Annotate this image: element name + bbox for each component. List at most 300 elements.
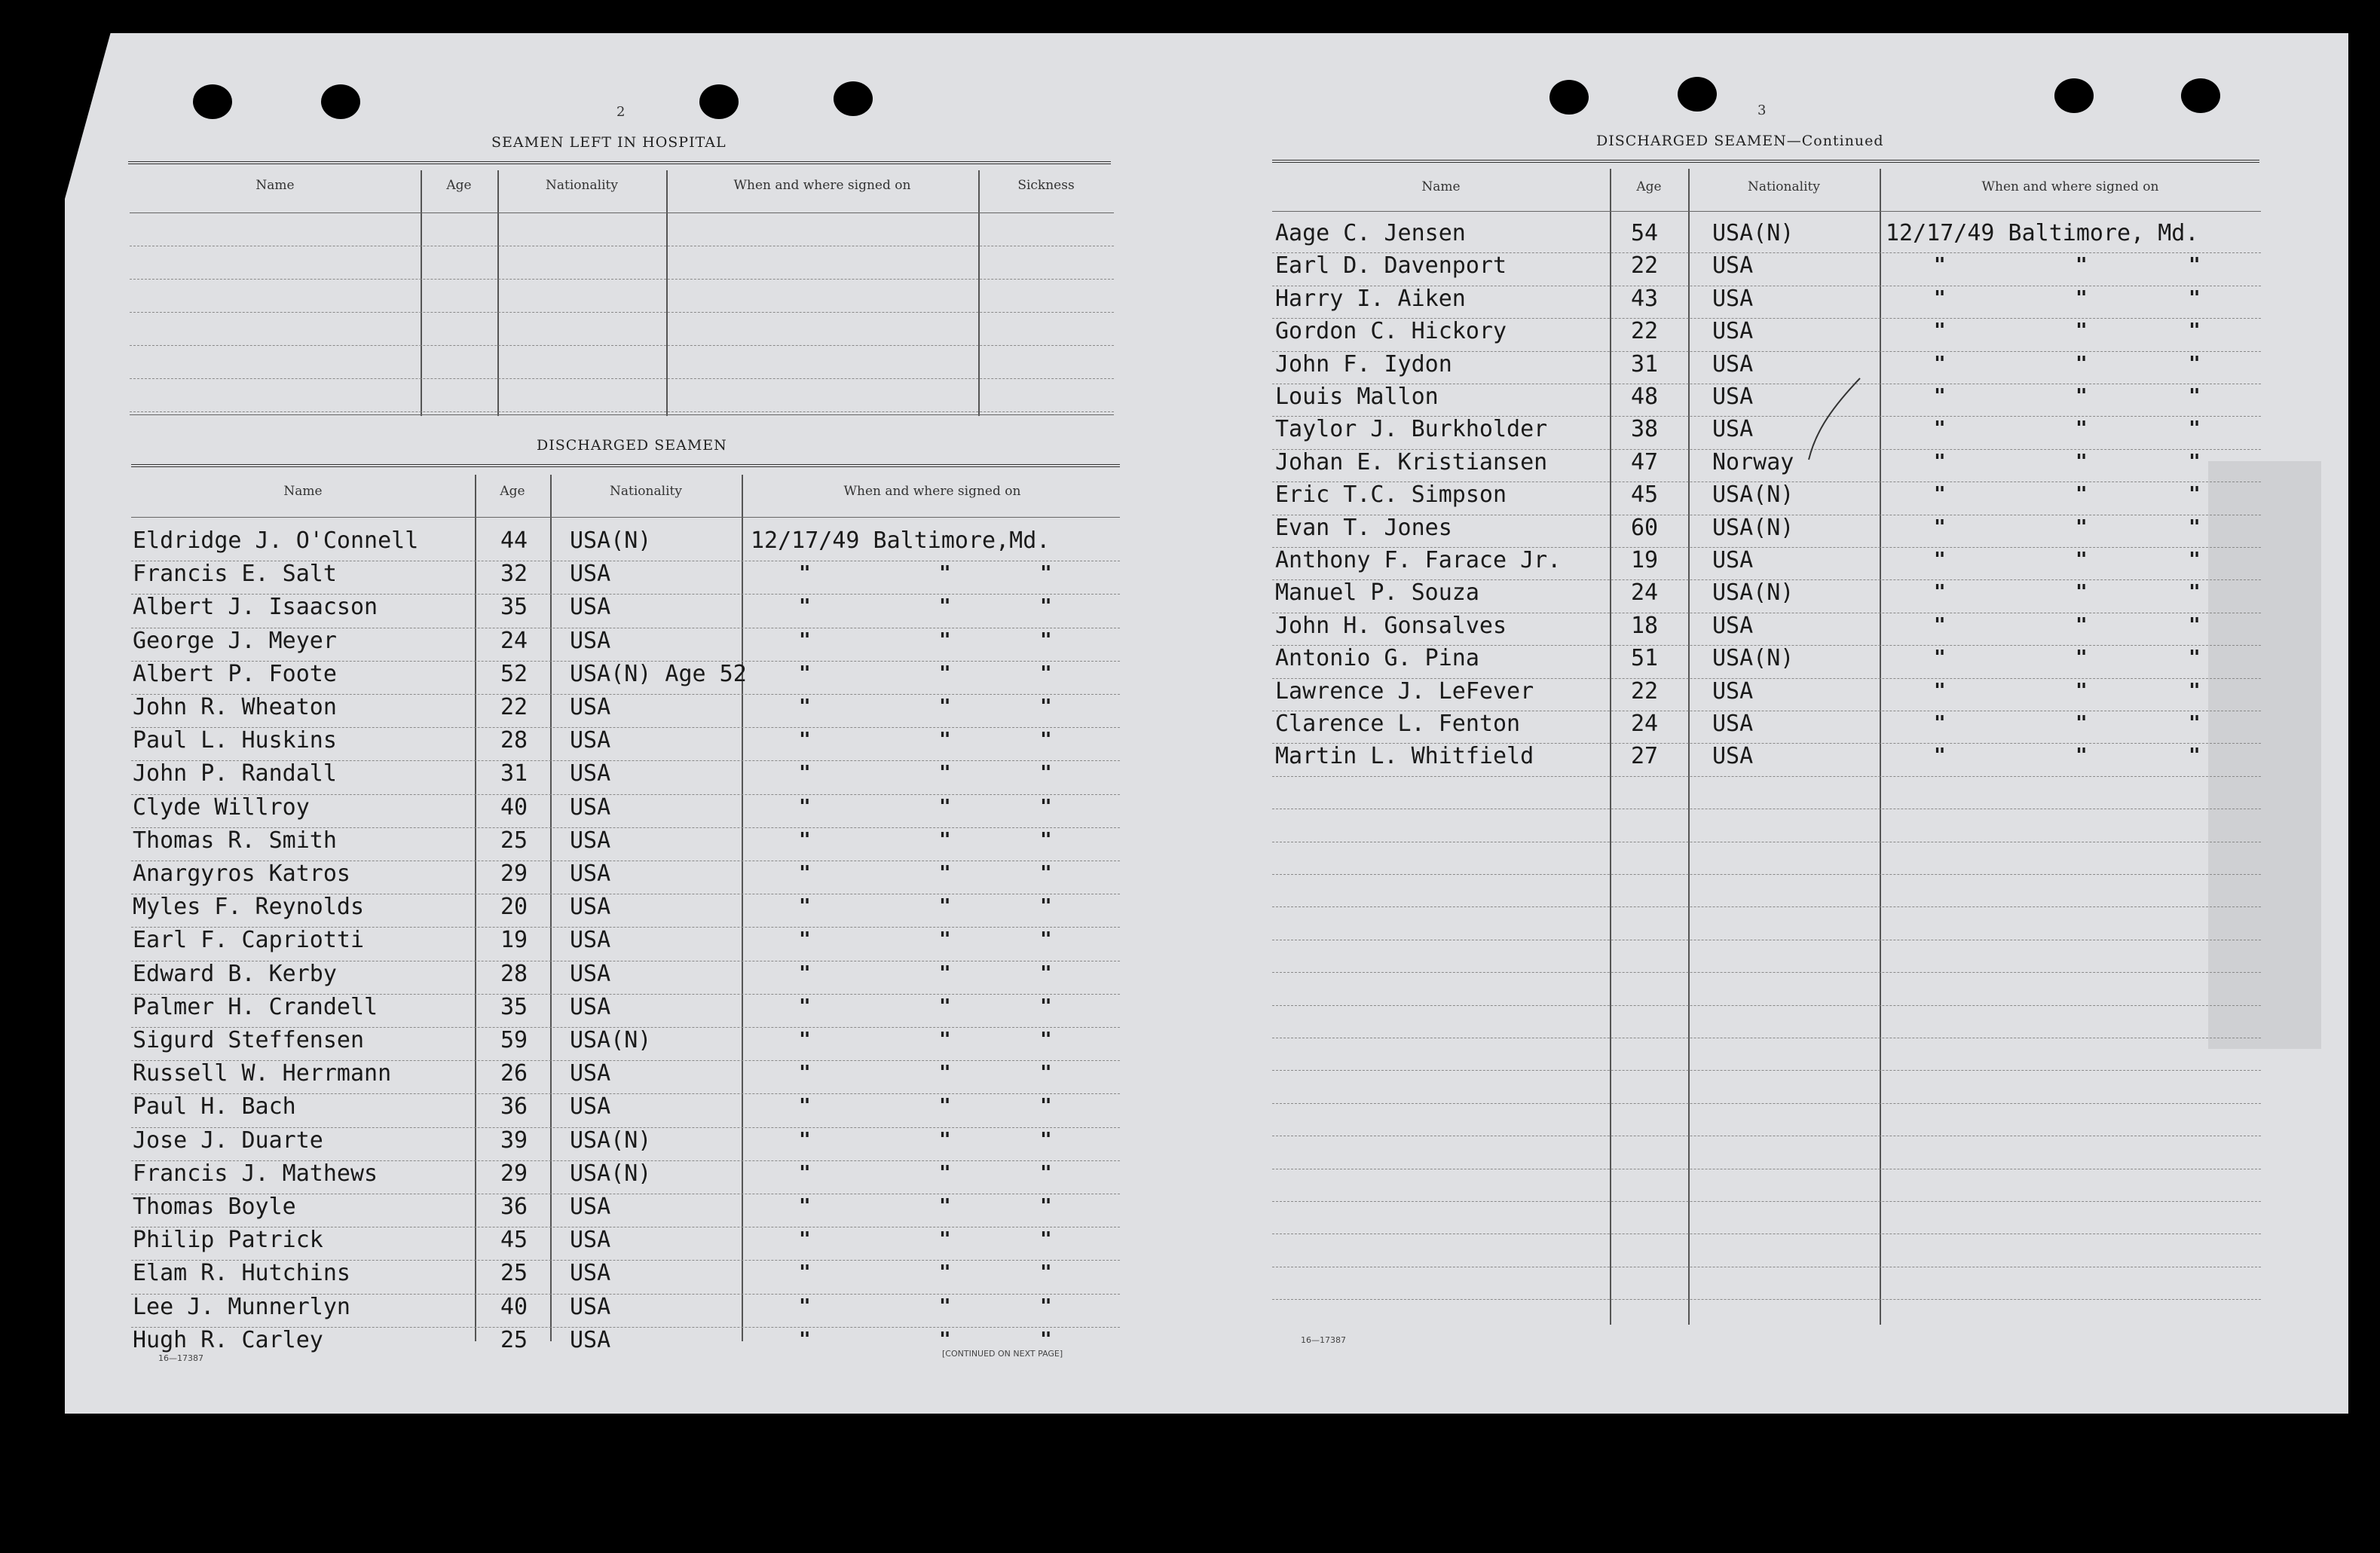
seaman-age: 51 [1631,645,1659,671]
seaman-age: 52 [500,661,528,687]
seaman-name: Evan T. Jones [1275,515,1452,541]
seaman-nationality: USA [1712,286,1754,312]
seaman-row [0,678,2380,708]
ditto-mark: " [1934,483,1946,506]
ditto-mark: " [939,729,951,751]
seaman-nationality: USA [570,1227,611,1253]
ditto-mark: " [2076,483,2088,506]
ditto-mark: " [1934,254,1946,277]
ditto-mark: " [939,1162,951,1185]
seaman-name: Elam R. Hutchins [133,1260,350,1286]
ditto-mark: " [2189,581,2201,604]
seaman-nationality: USA(N) [570,1127,652,1154]
seaman-name: John F. Iydon [1275,351,1452,378]
page-number-right: 3 [1757,102,1767,118]
seaman-age: 45 [500,1227,528,1253]
ditto-mark: " [939,962,951,985]
ditto-mark: " [2076,254,2088,277]
seaman-age: 59 [500,1027,528,1053]
seaman-nationality: USA [1712,547,1754,573]
ditto-mark: " [1934,319,1946,342]
seaman-age: 29 [500,861,528,887]
ditto-mark: " [1040,1129,1052,1151]
ditto-mark: " [1040,729,1052,751]
ditto-mark: " [1934,451,1946,473]
ditto-mark: " [1040,796,1052,818]
seaman-age: 60 [1631,515,1659,541]
ditto-mark: " [2189,680,2201,702]
ditto-mark: " [2189,712,2201,735]
seaman-nationality: USA [570,727,611,754]
ditto-mark: " [2189,353,2201,375]
ditto-mark: " [939,1062,951,1084]
hospital-bottom-rule [130,414,1114,415]
ditto-mark: " [939,595,951,618]
ditto-mark: " [799,1062,811,1084]
seaman-name: Paul L. Huskins [133,727,337,754]
ditto-mark: " [1040,1162,1052,1185]
seaman-age: 25 [500,827,528,854]
seaman-age: 26 [500,1060,528,1087]
seaman-row [0,449,2380,479]
seaman-age: 22 [1631,678,1659,705]
seaman-nationality: USA [570,1060,611,1087]
seaman-age: 24 [1631,711,1659,737]
ditto-mark: " [799,729,811,751]
table-header-cell: When and where signed on [1981,179,2159,194]
seaman-nationality: USA(N) [1712,645,1794,671]
seaman-nationality: USA [570,994,611,1020]
ditto-mark: " [1040,862,1052,885]
seaman-row [0,220,2380,250]
seaman-age: 31 [1631,351,1659,378]
seaman-row [0,1227,2380,1257]
ditto-mark: " [2076,417,2088,440]
seaman-age: 35 [500,994,528,1020]
seaman-nationality: USA [570,628,611,654]
seaman-name: Gordon C. Hickory [1275,318,1507,344]
seaman-name: Francis E. Salt [133,561,337,587]
ditto-mark: " [799,1328,811,1351]
seaman-name: John P. Randall [133,760,337,787]
ditto-mark: " [1934,353,1946,375]
seaman-row [0,1093,2380,1123]
seaman-age: 43 [1631,286,1659,312]
seaman-nationality: USA [570,1194,611,1220]
seaman-nationality: USA [1712,743,1754,769]
seaman-name: Albert J. Isaacson [133,594,378,620]
seaman-row [0,351,2380,381]
ditto-mark: " [939,695,951,718]
check-mark [1804,375,1865,466]
seaman-name: Myles F. Reynolds [133,894,365,920]
ditto-mark: " [1040,962,1052,985]
punch-hole [1678,77,1717,112]
punch-hole [1549,80,1589,115]
table-row-rule [1272,972,2261,973]
seaman-age: 20 [500,894,528,920]
ditto-mark: " [939,995,951,1018]
ditto-mark: " [939,562,951,585]
seaman-name: Anthony F. Farace Jr. [1275,547,1562,573]
seaman-name: Paul H. Bach [133,1093,296,1120]
seaman-name: Earl F. Capriotti [133,927,365,953]
table-header-rule [1272,211,2261,212]
ditto-mark: " [1040,1261,1052,1284]
seaman-nationality: USA(N) Age 52 [570,661,747,687]
table-row-rule [1272,1103,2261,1104]
table-row-rule [1272,1201,2261,1202]
ditto-mark: " [2189,385,2201,408]
ditto-mark: " [1040,1195,1052,1218]
ditto-mark: " [799,695,811,718]
seaman-name: Thomas Boyle [133,1194,296,1220]
form-number-left: 16—17387 [158,1353,203,1363]
ditto-mark: " [799,829,811,851]
seaman-nationality: Norway [1712,449,1794,475]
seaman-row [0,416,2380,446]
ditto-mark: " [2189,614,2201,637]
seaman-age: 28 [500,727,528,754]
ditto-mark: " [1934,516,1946,539]
seaman-age: 22 [1631,252,1659,279]
seaman-row [0,894,2380,924]
seaman-row [0,961,2380,991]
ditto-mark: " [2076,614,2088,637]
ditto-mark: " [1040,695,1052,718]
table-row-rule [1272,906,2261,907]
seaman-name: Clarence L. Fenton [1275,711,1521,737]
ditto-mark: " [939,1129,951,1151]
hospital-section-title: SEAMEN LEFT IN HOSPITAL [491,134,727,151]
ditto-mark: " [2076,581,2088,604]
ditto-mark: " [799,1195,811,1218]
seaman-nationality: USA [1712,252,1754,279]
seaman-nationality: USA [570,894,611,920]
ditto-mark: " [1934,614,1946,637]
ditto-mark: " [1040,928,1052,951]
ditto-mark: " [799,862,811,885]
seaman-age: 19 [500,927,528,953]
seaman-age: 25 [500,1260,528,1286]
seaman-nationality: USA [570,694,611,720]
seaman-nationality: USA [1712,351,1754,378]
seaman-nationality: USA [1712,318,1754,344]
ditto-mark: " [2076,647,2088,669]
seaman-nationality: USA [570,961,611,987]
seaman-nationality: USA [570,927,611,953]
ditto-mark: " [939,1228,951,1251]
ditto-mark: " [939,895,951,918]
seaman-nationality: USA(N) [570,1027,652,1053]
ditto-mark: " [1934,744,1946,767]
seaman-name: Harry I. Aiken [1275,286,1466,312]
seaman-row [0,794,2380,824]
seaman-name: Albert P. Foote [133,661,337,687]
punch-hole [2181,78,2220,113]
seaman-row [0,645,2380,675]
seaman-age: 48 [1631,384,1659,410]
punch-hole [321,84,360,119]
seaman-age: 28 [500,961,528,987]
ditto-mark: " [2189,254,2201,277]
seaman-name: John H. Gonsalves [1275,613,1507,639]
seaman-row [0,1127,2380,1157]
ditto-mark: " [1934,581,1946,604]
seaman-name: Anargyros Katros [133,861,350,887]
seaman-nationality: USA [1712,711,1754,737]
ditto-mark: " [2076,516,2088,539]
ditto-mark: " [1040,1228,1052,1251]
seaman-nationality: USA [570,561,611,587]
ditto-mark: " [1934,385,1946,408]
continued-note: [CONTINUED ON NEXT PAGE] [942,1349,1063,1359]
punch-hole [193,84,232,119]
seaman-age: 36 [500,1194,528,1220]
seaman-row [0,861,2380,891]
ditto-mark: " [2076,287,2088,310]
table-header-cell: Nationality [610,484,682,499]
seaman-row [0,481,2380,512]
ditto-mark: " [1040,1029,1052,1051]
ditto-mark: " [2076,353,2088,375]
seaman-row [0,286,2380,316]
seaman-nationality: USA [570,760,611,787]
ditto-mark: " [2189,516,2201,539]
seaman-name: Lawrence J. LeFever [1275,678,1534,705]
ditto-mark: " [939,1261,951,1284]
ditto-mark: " [1040,562,1052,585]
seaman-nationality: USA [570,594,611,620]
table-row-rule [1272,776,2261,777]
ditto-mark: " [939,829,951,851]
ditto-mark: " [1934,417,1946,440]
seaman-age: 24 [500,628,528,654]
seaman-row [0,318,2380,348]
seaman-name: Eldridge J. O'Connell [133,527,419,554]
ditto-mark: " [799,562,811,585]
seaman-name: Aage C. Jensen [1275,220,1466,246]
seaman-age: 22 [1631,318,1659,344]
hospital-header-cell: Age [446,178,472,193]
table-header-cell: Name [283,484,323,499]
ditto-mark: " [1040,762,1052,784]
table-row-rule [1272,1299,2261,1300]
hospital-header-cell: Sickness [1017,178,1075,193]
ditto-mark: " [1040,1328,1052,1351]
seaman-age: 25 [500,1327,528,1353]
form-number-right: 16—17387 [1301,1335,1346,1345]
ditto-mark: " [799,928,811,951]
seaman-row [0,1194,2380,1224]
ditto-mark: " [2076,744,2088,767]
seaman-name: Palmer H. Crandell [133,994,378,1020]
seaman-nationality: USA [1712,384,1754,410]
seaman-nationality: USA(N) [1712,579,1794,606]
seaman-nationality: USA [1712,678,1754,705]
hospital-header-cell: When and where signed on [733,178,911,193]
ditto-mark: " [1040,1062,1052,1084]
ditto-mark: " [2076,319,2088,342]
seaman-nationality: USA [1712,613,1754,639]
seaman-name: Earl D. Davenport [1275,252,1507,279]
seaman-age: 19 [1631,547,1659,573]
ditto-mark: " [1040,1295,1052,1318]
punch-hole [834,81,873,116]
discharged-continued-title: DISCHARGED SEAMEN—Continued [1596,133,1884,149]
ditto-mark: " [799,629,811,652]
seaman-nationality: USA(N) [1712,515,1794,541]
seaman-name: Edward B. Kerby [133,961,337,987]
seaman-age: 22 [500,694,528,720]
seaman-age: 24 [1631,579,1659,606]
seaman-age: 36 [500,1093,528,1120]
ditto-mark: " [799,1095,811,1117]
seaman-row [0,743,2380,773]
seaman-age: 45 [1631,481,1659,508]
ditto-mark: " [799,962,811,985]
seaman-nationality: USA [1712,416,1754,442]
seaman-age: 18 [1631,613,1659,639]
seaman-name: Russell W. Herrmann [133,1060,392,1087]
ditto-mark: " [2189,417,2201,440]
ditto-mark: " [1934,287,1946,310]
ditto-mark: " [1040,662,1052,685]
ditto-mark: " [2189,549,2201,571]
ditto-mark: " [2076,385,2088,408]
ditto-mark: " [2076,549,2088,571]
seaman-name: Jose J. Duarte [133,1127,323,1154]
ditto-mark: " [939,928,951,951]
seaman-name: George J. Meyer [133,628,337,654]
punch-hole [699,84,739,119]
seaman-nationality: USA [570,794,611,821]
right-top-rule [1272,160,2259,163]
seaman-age: 31 [500,760,528,787]
seaman-row [0,252,2380,283]
ditto-mark: " [799,995,811,1018]
punch-hole [2054,78,2094,113]
hospital-header-cell: Nationality [546,178,618,193]
seaman-name: Lee J. Munnerlyn [133,1294,350,1320]
ditto-mark: " [1934,549,1946,571]
ditto-mark: " [799,1029,811,1051]
page-number-left: 2 [616,104,626,120]
seaman-age: 44 [500,527,528,554]
hospital-top-rule [128,161,1111,164]
ditto-mark: " [799,1261,811,1284]
ditto-mark: " [2076,712,2088,735]
seaman-row [0,1060,2380,1090]
seaman-age: 29 [500,1160,528,1187]
table-header-cell: When and where signed on [843,484,1021,499]
seaman-name: Sigurd Steffensen [133,1027,365,1053]
seaman-nationality: USA(N) [1712,481,1794,508]
ditto-mark: " [799,895,811,918]
seaman-name: Manuel P. Souza [1275,579,1479,606]
seaman-row [0,1027,2380,1057]
ditto-mark: " [2189,483,2201,506]
seaman-row [0,994,2380,1024]
seaman-age: 32 [500,561,528,587]
table-row-rule [1272,874,2261,875]
seaman-name: Philip Patrick [133,1227,323,1253]
ditto-mark: " [1040,995,1052,1018]
seaman-row [0,515,2380,545]
ditto-mark: " [799,1129,811,1151]
ditto-mark: " [939,662,951,685]
ditto-mark: " [2189,647,2201,669]
table-header-cell: Nationality [1748,179,1820,194]
ditto-mark: " [939,1029,951,1051]
ditto-mark: " [1040,829,1052,851]
table-header-cell: Age [500,484,525,499]
ditto-mark: " [1040,1095,1052,1117]
seaman-name: John R. Wheaton [133,694,337,720]
seaman-row [0,384,2380,414]
seaman-age: 40 [500,794,528,821]
seaman-nationality: USA(N) [570,1160,652,1187]
ditto-mark: " [1934,712,1946,735]
seaman-nationality: USA [570,1093,611,1120]
seaman-row [0,1294,2380,1324]
seaman-row [0,613,2380,643]
seaman-age: 35 [500,594,528,620]
seaman-name: Hugh R. Carley [133,1327,323,1353]
ditto-mark: " [2189,744,2201,767]
seaman-row [0,1260,2380,1290]
seaman-age: 54 [1631,220,1659,246]
ditto-mark: " [1040,595,1052,618]
ditto-mark: " [799,595,811,618]
ditto-mark: " [799,662,811,685]
ditto-mark: " [1040,629,1052,652]
table-header-cell: Age [1636,179,1662,194]
seaman-row [0,1327,2380,1357]
ditto-mark: " [799,762,811,784]
ditto-mark: " [799,796,811,818]
discharged-section-title: DISCHARGED SEAMEN [537,437,727,454]
ditto-mark: " [799,1162,811,1185]
seaman-age: 40 [500,1294,528,1320]
ditto-mark: " [2076,680,2088,702]
seaman-nationality: USA(N) [1712,220,1794,246]
hospital-header-cell: Name [255,178,295,193]
seaman-row [0,579,2380,610]
seaman-name: Thomas R. Smith [133,827,337,854]
ditto-mark: " [939,1095,951,1117]
seaman-nationality: USA [570,827,611,854]
seaman-age: 39 [500,1127,528,1154]
ditto-mark: " [939,629,951,652]
ditto-mark: " [2189,287,2201,310]
seaman-row [0,827,2380,858]
signed-on-date-place: 12/17/49 Baltimore, Md. [1886,220,2199,246]
table-row-rule [1272,1070,2261,1071]
ditto-mark: " [1934,647,1946,669]
seaman-name: Taylor J. Burkholder [1275,416,1548,442]
seaman-name: Antonio G. Pina [1275,645,1479,671]
ditto-mark: " [799,1295,811,1318]
ditto-mark: " [799,1228,811,1251]
ditto-mark: " [1040,895,1052,918]
seaman-name: Johan E. Kristiansen [1275,449,1548,475]
seaman-age: 38 [1631,416,1659,442]
seaman-name: Eric T.C. Simpson [1275,481,1507,508]
seaman-name: Martin L. Whitfield [1275,743,1534,769]
ditto-mark: " [2076,451,2088,473]
seaman-nationality: USA(N) [570,527,652,554]
